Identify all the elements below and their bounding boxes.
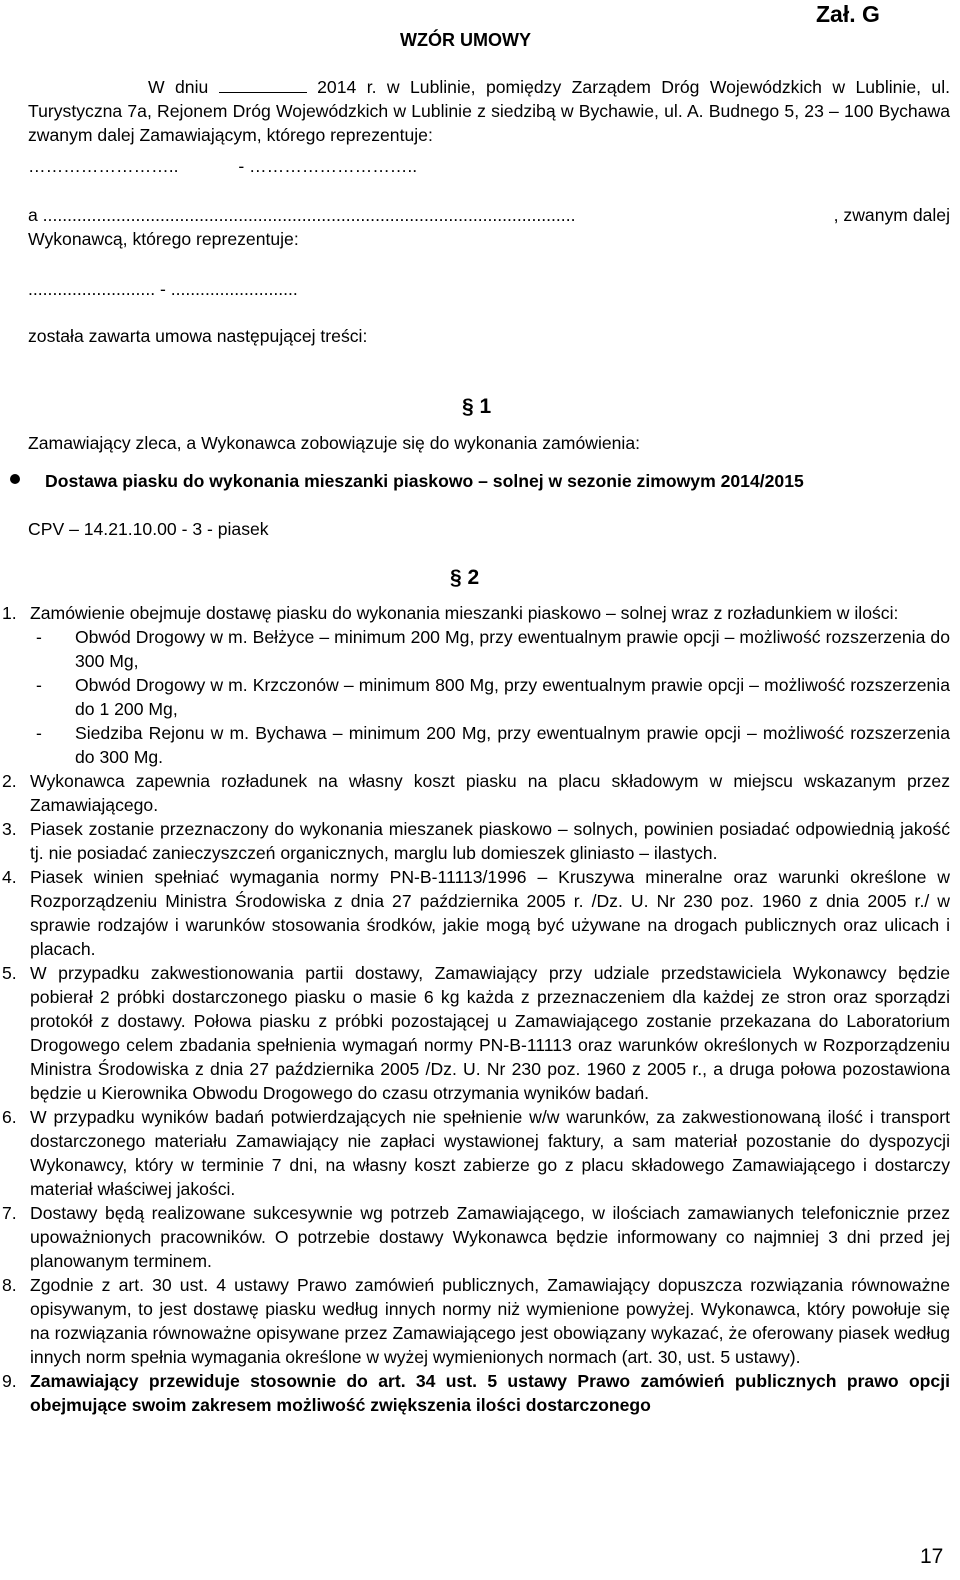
page-number: 17 <box>920 1545 944 1568</box>
section-1-text: Zamawiający zleca, a Wykonawca zobowiązuje się do wykonania zamówienia: <box>28 433 641 453</box>
list-item: 6. W przypadku wyników badań potwierdzających nie spełnienie w/w warunków, za zakwestionowaną ilość i transport dostarczonego materiału Zamawiający nie zapłaci wystawionej faktury, a sam materiał pozostanie do dyspozycji Wykonawcy, który w terminie 7 dni, na własny koszt zabierze go z placu składowego Zamawiającego i dostarczy materiał właściwej jakości. <box>2 1107 950 1199</box>
section-2-heading: § 2 <box>450 566 480 589</box>
ordering-party-representatives <box>28 154 417 178</box>
contractor-representatives: .......................... - .......................... <box>28 279 298 299</box>
sub-item-belzyce: - Obwód Drogowy w m. Bełżyce – minimum 200 Mg, przy ewentualnym prawie opcji – możliwość rozszerzenia do 300 Mg, <box>36 627 950 671</box>
contractor-called: , zwanym dalej <box>833 205 950 225</box>
list-item: 7. Dostawy będą realizowane sukcesywnie wg potrzeb Zamawiającego, w ilościach zamawianych telefonicznie przez upoważnionych pracowników. O potrzebie dostawy Wykonawca będzie informowany co najmniej 3 dni przed jej planowanym terminem. <box>2 1203 950 1271</box>
list-item: 3. Piasek zostanie przeznaczony do wykonania mieszanek piaskowo – solnych, powinien posiadać odpowiednią jakość tj. nie posiadać zanieczyszczeń organicznych, marglu lub domieszek gliniasto – ilastych. <box>2 819 950 863</box>
date-blank <box>219 76 307 93</box>
representative-1: …………………….. <box>28 156 179 176</box>
intro-date-prefix: W dniu <box>148 77 209 97</box>
list-item: 4. Piasek winien spełniać wymagania normy PN-B-11113/1996 – Kruszywa mineralne oraz warunki określone w Rozporządzeniu Ministra Środowiska z dnia 27 października 2005 r. /Dz. U. Nr 230 poz. 1960 z dnia 2005 r./ w sprawie rodzajów i warunków stosowania środków, jakie mogą być używane na drogach publicznych oraz ulicach i placach. <box>2 867 950 959</box>
list-item: 8. Zgodnie z art. 30 ust. 4 ustawy Prawo zamówień publicznych, Zamawiający dopuszcza rozwiązania równoważne opisywanym, to jest dostawę piasku według innych normy niż wymienione powyżej. Wykonawca, który powołuje się na rozwiązania równoważne opisywane przez Zamawiającego jest obowiązany wykazać, że oferowany piasek według innych norm spełnia wymagania określone w wyżej wymienionych normach (art. 30, ust. 5 ustawy). <box>2 1275 950 1367</box>
agreement-concluded: została zawarta umowa następującej treści: <box>28 326 368 346</box>
document-title: WZÓR UMOWY <box>400 30 531 50</box>
representative-2: - ……………………….. <box>238 156 418 176</box>
list-item: 9. Zamawiający przewiduje stosownie do art. 34 ust. 5 ustawy Prawo zamówień publicznych prawo opcji obejmujące swoim zakresem możliwość zwiększenia ilości dostarczonego <box>2 1371 950 1415</box>
section-2-list <box>2 601 950 1417</box>
sub-item-krzczonow: - Obwód Drogowy w m. Krzczonów – minimum 800 Mg, przy ewentualnym prawie opcji – możliwość rozszerzenia do 1 200 Mg, <box>36 675 950 719</box>
contractor-represented: Wykonawcą, którego reprezentuje: <box>28 229 299 249</box>
list-item: 2. Wykonawca zapewnia rozładunek na własny koszt piasku na placu składowym w miejscu wskazanym przez Zamawiającego. <box>2 771 950 815</box>
list-item: 1. Zamówienie obejmuje dostawę piasku do wykonania mieszanki piaskowo – solnej wraz z rozładunkiem w ilości: - Obwód Drogowy w m. Bełżyce – minimum 200 Mg, przy ewentualnym prawie opcji – możliwość rozszerzenia do 300 Mg, - Obwód Drogowy w m. Krzczonów – minimum 800 Mg, przy ewentualnym prawie opcji – możliwość rozszerzenia do 1 200 Mg, - Siedziba Rejonu w m. Bychawa – minimum 200 Mg, przy ewentualnym prawie opcji – możliwość rozszerzenia do 300 Mg. <box>2 603 950 767</box>
section-1-heading: § 1 <box>462 395 492 418</box>
list-item: 5. W przypadku zakwestionowania partii dostawy, Zamawiający przy udziale przedstawiciela Wykonawcy będzie pobierał 2 próbki dostarczonego piasku o masie 6 kg każda z przeznaczeniem dla każdej ze stron oraz sporządzi protokół z dostawy. Połowa piasku z próbki pozostającej u Zamawiającego zostanie przekazana do Laboratorium Drogowego celem zbadania spełnienia wymagań normy PN-B-11113 oraz warunków określonych w Rozporządzeniu Ministra Środowiska z dnia 27 października 2005 /Dz. U. Nr 230 poz. 1960 z 2005 r., a druga połowa pozostawiona będzie u Kierownika Obwodu Drogowego do czasu otrzymania wyników badań. <box>2 963 950 1103</box>
order-subject-bullet <box>10 469 950 493</box>
intro-paragraph <box>28 75 950 147</box>
bullet-icon <box>10 474 20 484</box>
order-subject: Dostawa piasku do wykonania mieszanki piaskowo – solnej w sezonie zimowym 2014/2015 <box>45 471 804 491</box>
attachment-label: Zał. G <box>816 1 880 27</box>
contractor-name-blank: a ............................................................................................................. <box>28 205 576 225</box>
intro-body: 2014 r. w Lublinie, pomiędzy Zarządem Dróg Wojewódzkich w Lublinie, ul. Turystyczna 7a, Rejonem Dróg Wojewódzkich w Lublinie z siedzibą w Bychawie, ul. A. Budnego 5, 23 – 100 Bychawa zwanym dalej Zamawiającym, którego reprezentuje: <box>28 77 951 145</box>
cpv-code: CPV – 14.21.10.00 - 3 - piasek <box>28 519 269 539</box>
contractor-paragraph <box>28 203 950 251</box>
sub-item-bychawa: - Siedziba Rejonu w m. Bychawa – minimum 200 Mg, przy ewentualnym prawie opcji – możliwość rozszerzenia do 300 Mg. <box>36 723 950 767</box>
